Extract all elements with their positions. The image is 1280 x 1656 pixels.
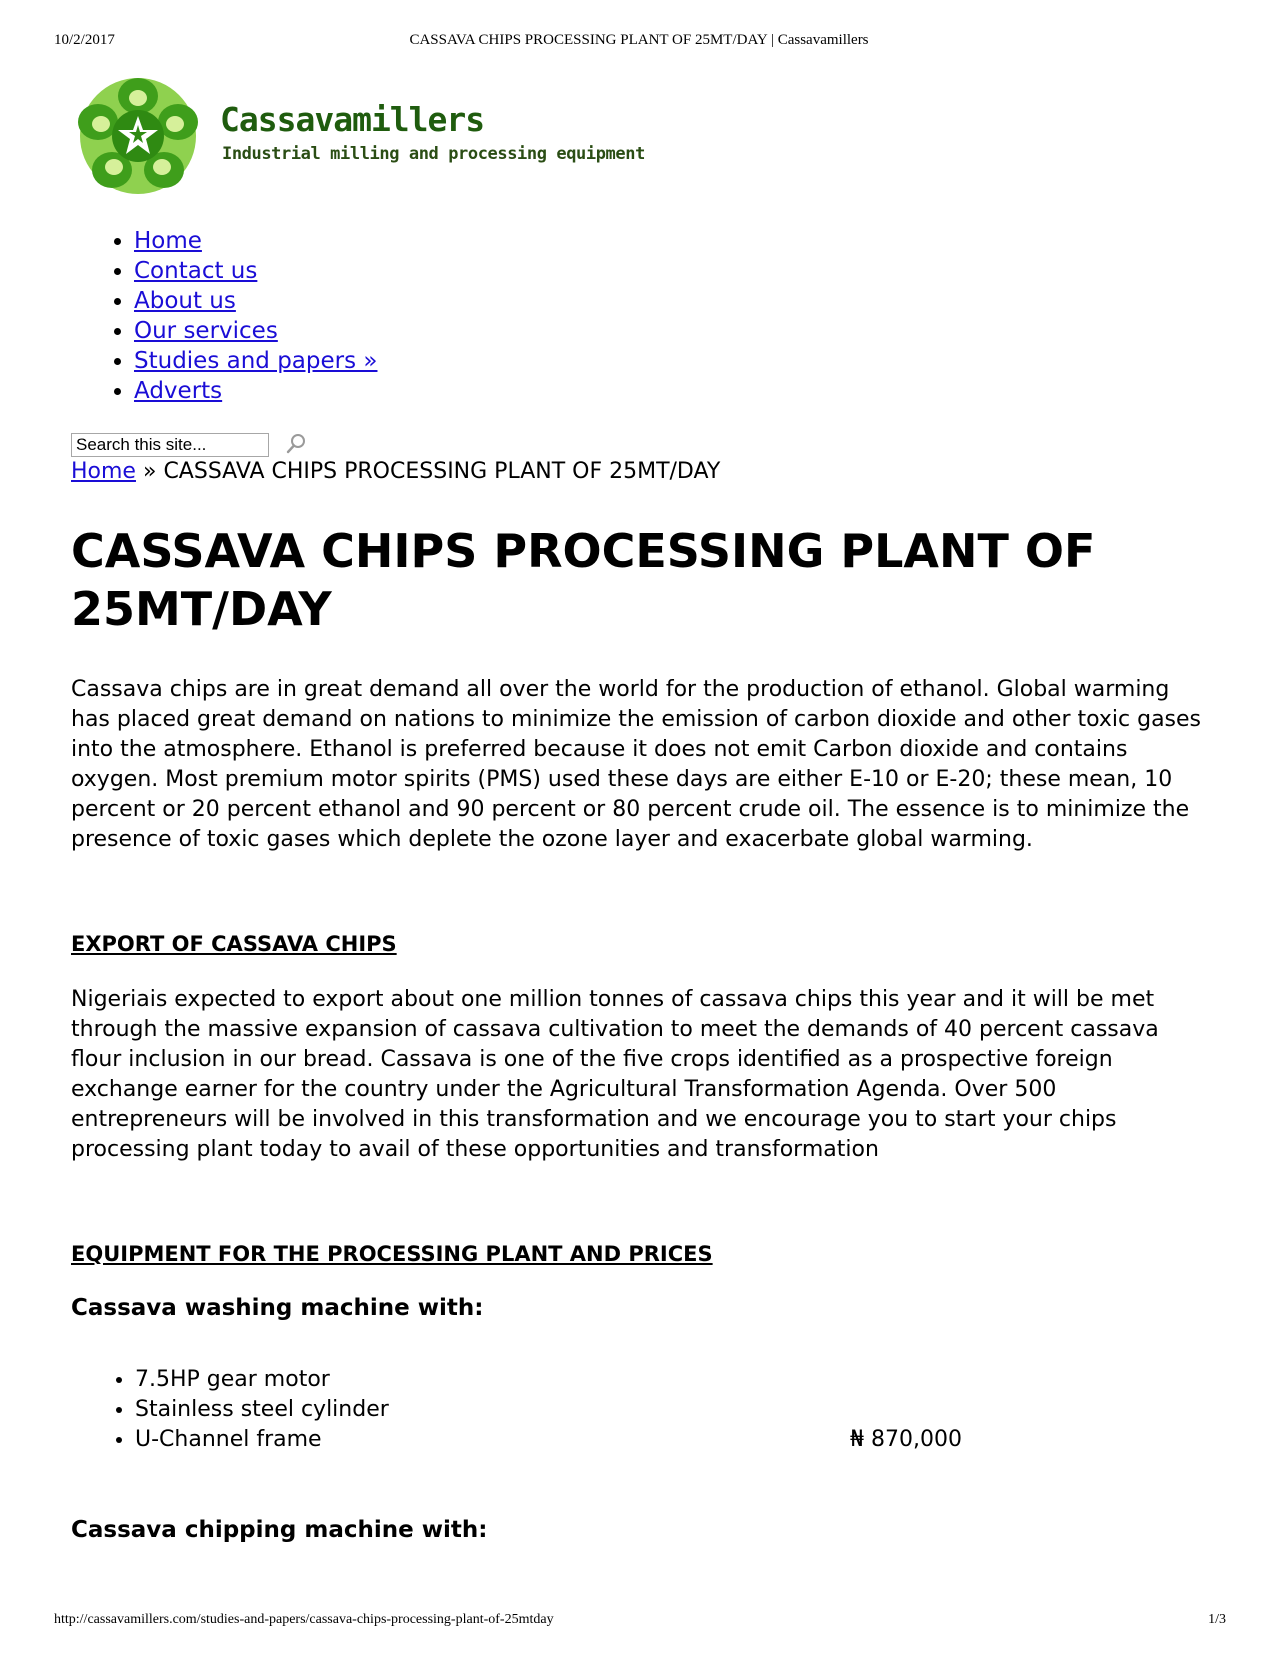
nav-link-home[interactable]: Home (134, 228, 202, 254)
breadcrumb-current: CASSAVA CHIPS PROCESSING PLANT OF 25MT/DAY (163, 459, 721, 484)
breadcrumb-separator: » (142, 459, 157, 484)
nav-item-contact (134, 256, 377, 286)
nav-link-contact-us[interactable]: Contact us (134, 258, 258, 284)
print-footer (54, 1612, 1226, 1632)
breadcrumb-home-link[interactable]: Home (71, 459, 136, 484)
main-navigation (70, 226, 377, 406)
page-title: CASSAVA CHIPS PROCESSING PLANT OF 25MT/DAY (71, 524, 1096, 636)
nav-item-adverts (134, 376, 377, 406)
brand-tagline: Industrial milling and processing equipment (222, 144, 645, 164)
nav-item-home (134, 226, 377, 256)
search-input[interactable] (71, 433, 269, 457)
washing-machine-specs (71, 1365, 1035, 1455)
nav-link-studies-and-papers[interactable]: Studies and papers » (134, 348, 378, 374)
export-heading: EXPORT OF CASSAVA CHIPS (71, 932, 397, 956)
cassava-leaf-logo-icon (72, 74, 204, 198)
export-paragraph: Nigeriais expected to export about one million tonnes of cassava chips this year and it will be met through the massive expansion of cassava cultivation to meet the demands of 40 percent cassava flour inclusion in our bread. Cassava is one of the five crops identified as a prospective foreign exchange earner for the country under the Agricultural Transformation Agenda. Over 500 entrepreneurs will be involved in this transformation and we encourage you to start your chips processing plant today to avail of these opportunities and transformation (71, 987, 1159, 1162)
print-date: 10/2/2017 (54, 32, 115, 48)
print-page-title: CASSAVA CHIPS PROCESSING PLANT OF 25MT/DAY | Cassavamillers (409, 32, 869, 48)
chipping-machine-heading: Cassava chipping machine with: (71, 1517, 488, 1543)
print-url: http://cassavamillers.com/studies-and-papers/cassava-chips-processing-plant-of-25mtday (54, 1612, 554, 1627)
print-header (54, 32, 1224, 52)
site-logo[interactable] (72, 74, 645, 198)
nav-item-studies (134, 346, 377, 376)
nav-link-our-services[interactable]: Our services (134, 318, 278, 344)
site-search (71, 433, 269, 457)
nav-item-services (134, 316, 377, 346)
spec-label: U-Channel frame (135, 1427, 322, 1452)
washing-machine-heading: Cassava washing machine with: (71, 1295, 484, 1321)
equipment-heading: EQUIPMENT FOR THE PROCESSING PLANT AND PRICES (71, 1242, 713, 1266)
washing-machine-price: ₦ 870,000 (850, 1427, 962, 1452)
spec-item (135, 1425, 1035, 1455)
page-number: 1/3 (1208, 1612, 1226, 1627)
brand-name: Cassavamillers (220, 100, 485, 139)
intro-paragraph: Cassava chips are in great demand all over the world for the production of ethanol. Global warming has placed great demand on nations to minimize the emission of carbon dioxide and other toxic gases into the atmosphere. Ethanol is preferred because it does not emit Carbon dioxide and contains oxygen. Most premium motor spirits (PMS) used these days are either E-10 or E-20; these mean, 10 percent or 20 percent ethanol and 90 percent or 80 percent crude oil. The essence is to minimize the presence of toxic gases which deplete the ozone layer and exacerbate global warming. (71, 677, 1202, 852)
spec-item (135, 1365, 1035, 1395)
nav-link-adverts[interactable]: Adverts (134, 378, 223, 404)
nav-link-about-us[interactable]: About us (134, 288, 236, 314)
search-icon[interactable] (285, 433, 307, 455)
breadcrumb (71, 459, 720, 484)
spec-label: Stainless steel cylinder (135, 1397, 389, 1422)
spec-item (135, 1395, 1035, 1425)
spec-label: 7.5HP gear motor (135, 1367, 330, 1392)
nav-item-about (134, 286, 377, 316)
